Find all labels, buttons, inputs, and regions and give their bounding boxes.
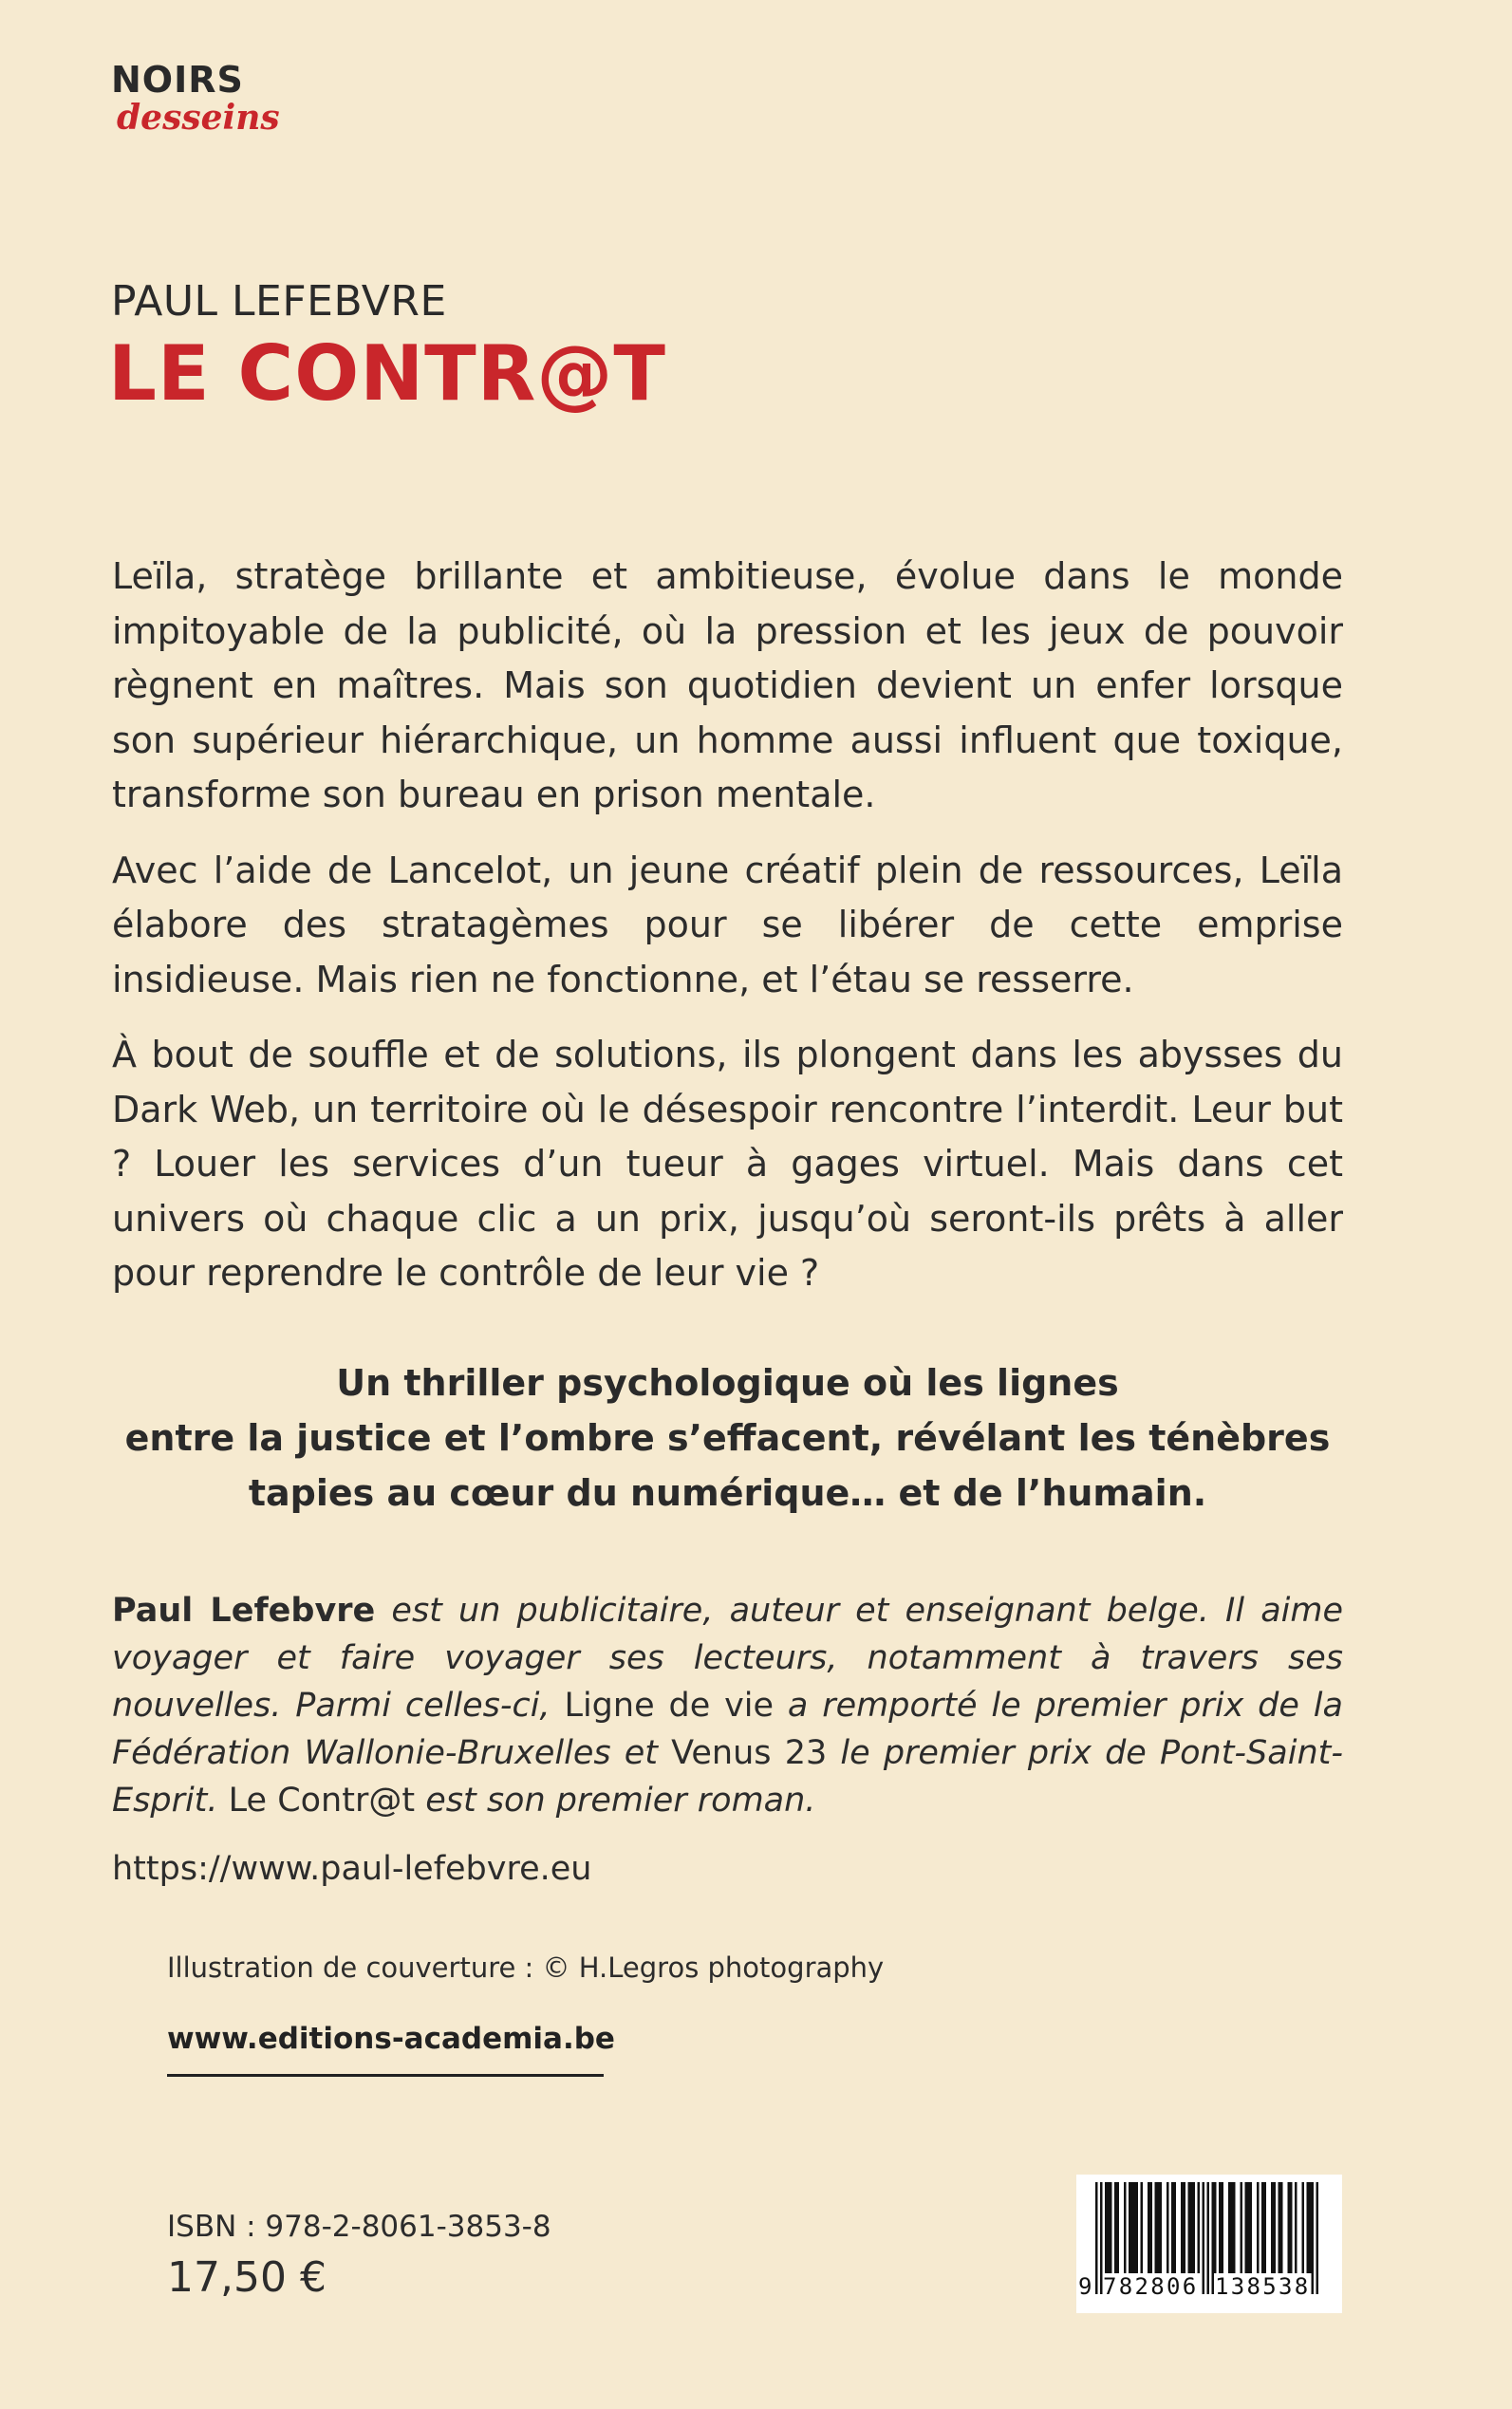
barcode-bar (1148, 2182, 1150, 2273)
barcode-bar (1188, 2182, 1191, 2273)
barcode-bar (1117, 2182, 1120, 2273)
tagline (112, 1355, 1343, 1521)
author-website: https://www.paul-lefebvre.eu (112, 1850, 592, 1888)
barcode-bar (1271, 2182, 1274, 2273)
barcode-bar (1136, 2182, 1139, 2273)
publisher-underline (167, 2074, 604, 2077)
book-title: LE CONTR@T (108, 329, 666, 418)
barcode-bar (1155, 2182, 1158, 2273)
barcode-bar (1160, 2182, 1163, 2273)
barcode-bar (1193, 2182, 1196, 2273)
barcode-bar (1110, 2182, 1112, 2273)
barcode-bar (1241, 2182, 1243, 2273)
barcode-first-digit: 9 (1078, 2273, 1092, 2300)
bio-text: a remporté le premier prix de la Fédération Wallonie-Bruxelles et (112, 1687, 1343, 1772)
barcode-bar (1181, 2182, 1184, 2273)
isbn-text: ISBN : 978-2-8061-3853-8 (167, 2210, 551, 2244)
synopsis-paragraph: À bout de souffle et de solutions, ils plongent dans les abysses du Dark Web, un territoire où le désespoir rencontre l’interdit. Leur but ? Louer les services d’un tueur à gages virtuel. Mais dans cet univers où chaque clic a un prix, jusqu’où seront-ils prêts à aller pour reprendre le contrôle de leur vie ? (112, 1034, 1343, 1294)
tagline-line: tapies au cœur du numérique… et de l’humain. (248, 1472, 1207, 1514)
synopsis-paragraph: Leïla, stratège brillante et ambitieuse, évolue dans le monde impitoyable de la publicité, où la pression et les jeux de pouvoir règnent en maîtres. Mais son quotidien devient un enfer lorsque son supérieur hiérarchique, un homme aussi influent que toxique, transforme son bureau en prison mentale. (112, 555, 1343, 815)
barcode-bar (1231, 2182, 1234, 2273)
author-bio (112, 1587, 1343, 1824)
barcode-bar (1167, 2182, 1169, 2273)
tagline-line: entre la justice et l’ombre s’effacent, révélant les ténèbres (124, 1417, 1331, 1459)
barcode-bar (1198, 2182, 1201, 2273)
series-logo-noirs: NOIRS (111, 59, 244, 101)
price: 17,50 € (167, 2253, 327, 2302)
barcode-bar (1264, 2182, 1267, 2273)
barcode-bar (1129, 2182, 1131, 2273)
barcode-bar (1219, 2182, 1222, 2273)
synopsis-paragraph: Avec l’aide de Lancelot, un jeune créatif plein de ressources, Leïla élabore des stratagèmes pour se libérer de cette emprise insidieuse. Mais rien ne fonctionne, et l’étau se resserre. (112, 849, 1343, 1000)
bio-work-title: Venus 23 (671, 1734, 828, 1772)
barcode-bar (1228, 2182, 1231, 2273)
barcode-bar (1131, 2182, 1134, 2273)
author-bio-paragraph (112, 1587, 1343, 1824)
barcode-bar (1124, 2182, 1127, 2273)
barcode-bar (1184, 2182, 1186, 2273)
barcode-bar (1274, 2182, 1277, 2273)
barcode-bar (1214, 2182, 1217, 2273)
bio-text: est un publicitaire, auteur et enseignant belge. Il aime voyager et faire voyager ses lecteurs, notamment à travers ses nouvelles. Parmi celles-ci, (112, 1592, 1343, 1725)
tagline-line: Un thriller psychologique où les lignes (336, 1362, 1119, 1404)
barcode-digits-right: 138538 (1215, 2273, 1311, 2300)
barcode-bar (1174, 2182, 1177, 2273)
isbn-barcode (1076, 2175, 1342, 2313)
barcode-bar (1150, 2182, 1153, 2273)
barcode-bar (1141, 2182, 1144, 2273)
barcode-bar (1261, 2182, 1264, 2273)
barcode-digits-left: 782806 (1103, 2273, 1199, 2300)
barcode-bar (1207, 2182, 1210, 2294)
barcode-bar (1309, 2182, 1312, 2273)
series-logo (111, 59, 301, 144)
bio-text: le premier prix de Pont-Saint-Esprit. (112, 1734, 1343, 1820)
barcode-bar (1095, 2182, 1098, 2294)
barcode-bar (1203, 2182, 1205, 2294)
barcode-bar (1279, 2182, 1281, 2273)
barcode-bar (1257, 2182, 1260, 2273)
barcode-bar (1307, 2182, 1310, 2273)
barcode-bar (1280, 2182, 1283, 2273)
barcode-bar (1295, 2182, 1297, 2273)
barcode-bar (1222, 2182, 1224, 2273)
bio-work-title: Le Contr@t (228, 1782, 416, 1820)
barcode-bar (1171, 2182, 1174, 2273)
barcode-bar (1114, 2182, 1117, 2273)
barcode-bar (1302, 2182, 1305, 2273)
barcode-bar (1212, 2182, 1215, 2294)
bio-work-title: Ligne de vie (564, 1687, 775, 1725)
barcode-bar (1133, 2182, 1136, 2273)
publisher-website: www.editions-academia.be (167, 2022, 615, 2056)
barcode-bar (1105, 2182, 1108, 2273)
barcode-bar (1290, 2182, 1293, 2273)
synopsis (112, 550, 1343, 1322)
series-logo-desseins: desseins (117, 98, 280, 138)
barcode-bar (1247, 2182, 1250, 2273)
barcode-bar (1316, 2182, 1319, 2294)
author-name: PAUL LEFEBVRE (111, 277, 447, 326)
barcode-bar (1233, 2182, 1236, 2273)
barcode-bar (1250, 2182, 1253, 2273)
barcode-bar (1312, 2182, 1315, 2294)
barcode-bar (1190, 2182, 1193, 2273)
barcode-bar (1245, 2182, 1248, 2273)
barcode-bar (1157, 2182, 1160, 2273)
bio-text: est son premier roman. (415, 1782, 816, 1820)
bio-author-name: Paul Lefebvre (112, 1592, 376, 1630)
barcode-bar (1288, 2182, 1291, 2273)
cover-credit: Illustration de couverture : © H.Legros photography (167, 1951, 885, 1984)
barcode-bar (1108, 2182, 1111, 2273)
